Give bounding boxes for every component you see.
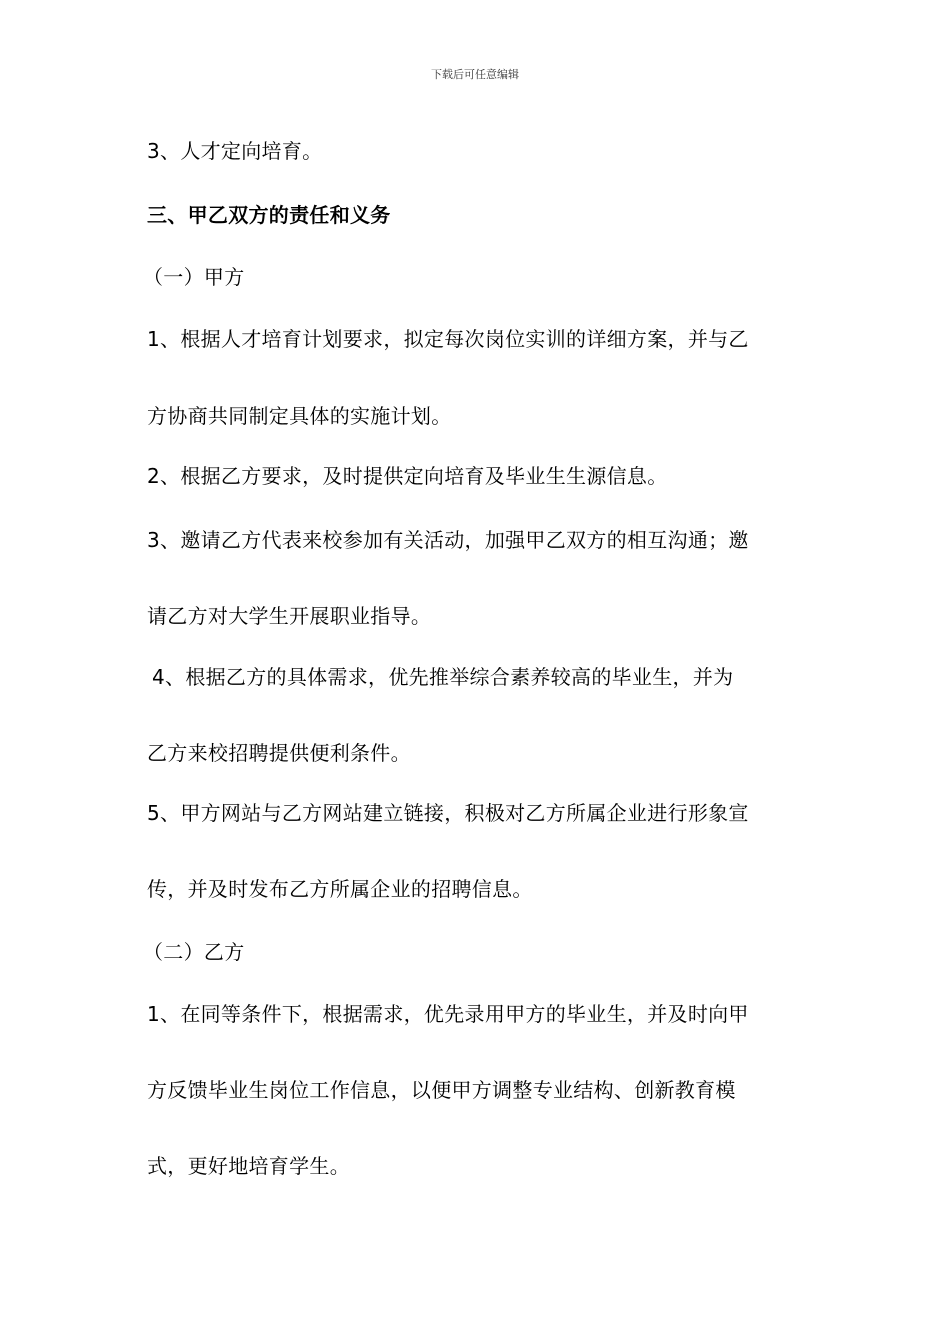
party-b-item-1-line-3: 式，更好地培育学生。: [147, 1154, 350, 1178]
subsection-party-a: （一）甲方: [143, 265, 245, 289]
party-a-item-1-line-1: 1、根据人才培育计划要求，拟定每次岗位实训的详细方案，并与乙: [147, 327, 749, 351]
party-a-item-1-line-2: 方协商共同制定具体的实施计划。: [147, 404, 452, 428]
party-a-item-5-line-2: 传，并及时发布乙方所属企业的招聘信息。: [147, 877, 533, 901]
party-a-item-5-line-1: 5、甲方网站与乙方网站建立链接，积极对乙方所属企业进行形象宣: [147, 801, 749, 825]
party-a-item-3-line-2: 请乙方对大学生开展职业指导。: [147, 604, 432, 628]
party-a-item-3-line-1: 3、邀请乙方代表来校参加有关活动，加强甲乙双方的相互沟通；邀: [147, 528, 749, 552]
party-b-item-1-line-2: 方反馈毕业生岗位工作信息，以便甲方调整专业结构、创新教育模: [147, 1078, 736, 1102]
party-a-item-2: 2、根据乙方要求，及时提供定向培育及毕业生生源信息。: [147, 464, 668, 488]
item-talent-orientation: 3、人才定向培育。: [147, 139, 323, 163]
party-a-item-4-line-2: 乙方来校招聘提供便利条件。: [147, 741, 411, 765]
section-heading-responsibilities: 三、甲乙双方的责任和义务: [147, 203, 391, 227]
party-b-item-1-line-1: 1、在同等条件下，根据需求，优先录用甲方的毕业生，并及时向甲: [147, 1002, 749, 1026]
page-header-note: 下载后可任意编辑: [431, 68, 519, 81]
subsection-party-b: （二）乙方: [143, 940, 245, 964]
party-a-item-4-line-1: 4、根据乙方的具体需求，优先推举综合素养较高的毕业生，并为: [152, 665, 734, 689]
